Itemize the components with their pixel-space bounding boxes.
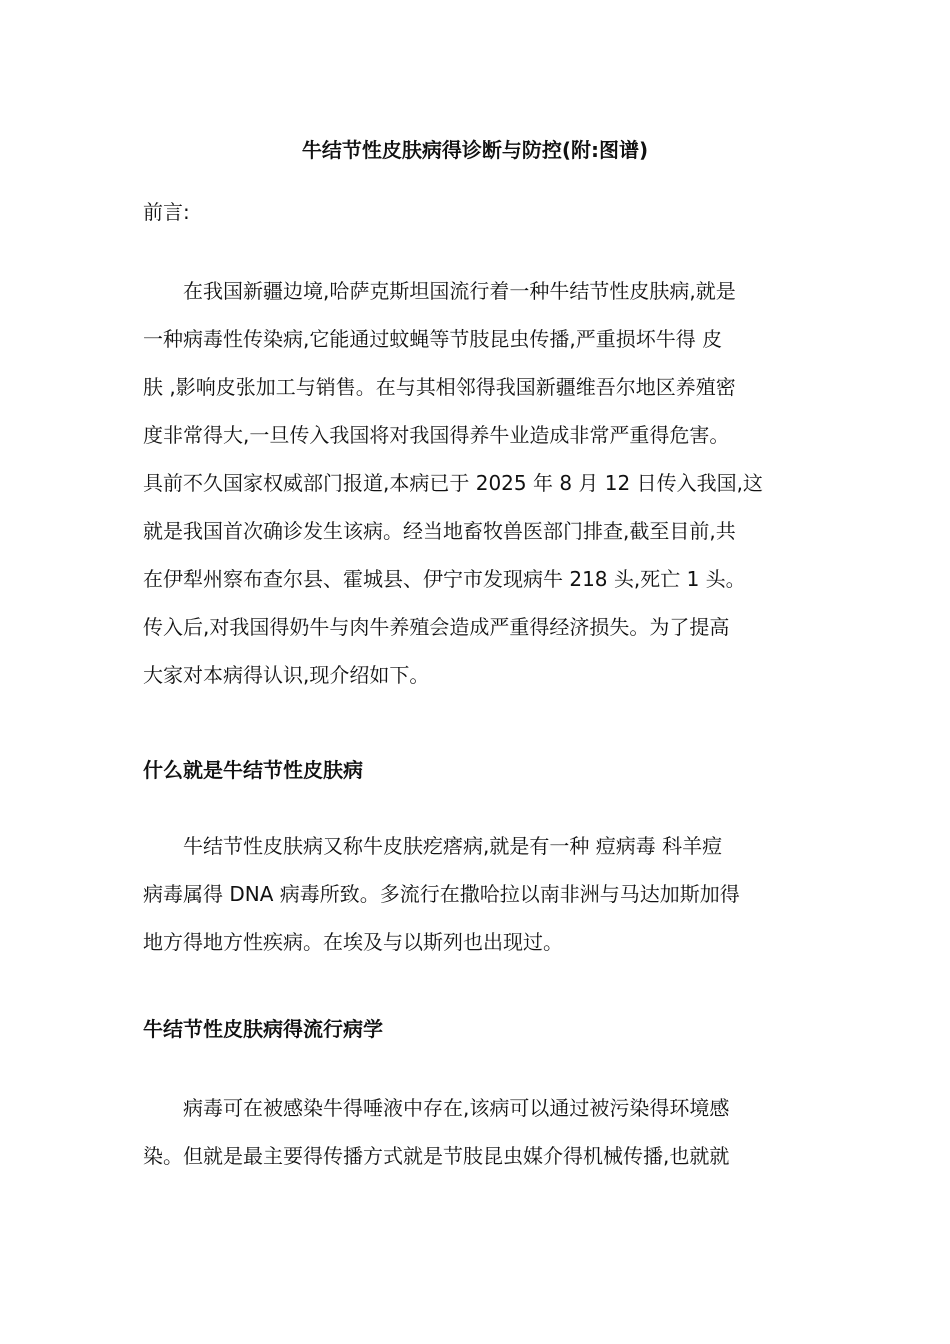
- section-heading-epidemiology: 牛结节性皮肤病得流行病学: [143, 1017, 383, 1041]
- paragraph-line: 染。但就是最主要得传播方式就是节肢昆虫媒介得机械传播,也就就: [143, 1144, 730, 1168]
- paragraph-line: 传入后,对我国得奶牛与肉牛养殖会造成严重得经济损失。为了提高: [143, 615, 730, 639]
- paragraph-line: 大家对本病得认识,现介绍如下。: [143, 663, 430, 687]
- paragraph-line: 一种病毒性传染病,它能通过蚊蝇等节肢昆虫传播,严重损坏牛得 皮: [143, 327, 723, 351]
- paragraph-line: 牛结节性皮肤病又称牛皮肤疙瘩病,就是有一种 痘病毒 科羊痘: [143, 834, 723, 858]
- paragraph-line: 具前不久国家权威部门报道,本病已于 2025 年 8 月 12 日传入我国,这: [143, 471, 763, 495]
- epidemiology-paragraph: [143, 1084, 808, 1180]
- intro-paragraph: [143, 267, 808, 699]
- paragraph-line: 在伊犁州察布查尔县、霍城县、伊宁市发现病牛 218 头,死亡 1 头。: [143, 567, 746, 591]
- paragraph-line: 地方得地方性疾病。在埃及与以斯列也出现过。: [143, 930, 563, 954]
- preface-label: 前言:: [143, 200, 190, 224]
- paragraph-line: 在我国新疆边境,哈萨克斯坦国流行着一种牛结节性皮肤病,就是: [143, 279, 736, 303]
- paragraph-line: 就是我国首次确诊发生该病。经当地畜牧兽医部门排查,截至目前,共: [143, 519, 736, 543]
- definition-paragraph: [143, 822, 808, 966]
- paragraph-line: 病毒属得 DNA 病毒所致。多流行在撒哈拉以南非洲与马达加斯加得: [143, 882, 740, 906]
- paragraph-line: 病毒可在被感染牛得唾液中存在,该病可以通过被污染得环境感: [143, 1096, 730, 1120]
- paragraph-line: 肤 ,影响皮张加工与销售。在与其相邻得我国新疆维吾尔地区养殖密: [143, 375, 736, 399]
- section-heading-definition: 什么就是牛结节性皮肤病: [143, 758, 363, 782]
- paragraph-line: 度非常得大,一旦传入我国将对我国得养牛业造成非常严重得危害。: [143, 423, 730, 447]
- document-title: 牛结节性皮肤病得诊断与防控(附:图谱): [301, 138, 649, 162]
